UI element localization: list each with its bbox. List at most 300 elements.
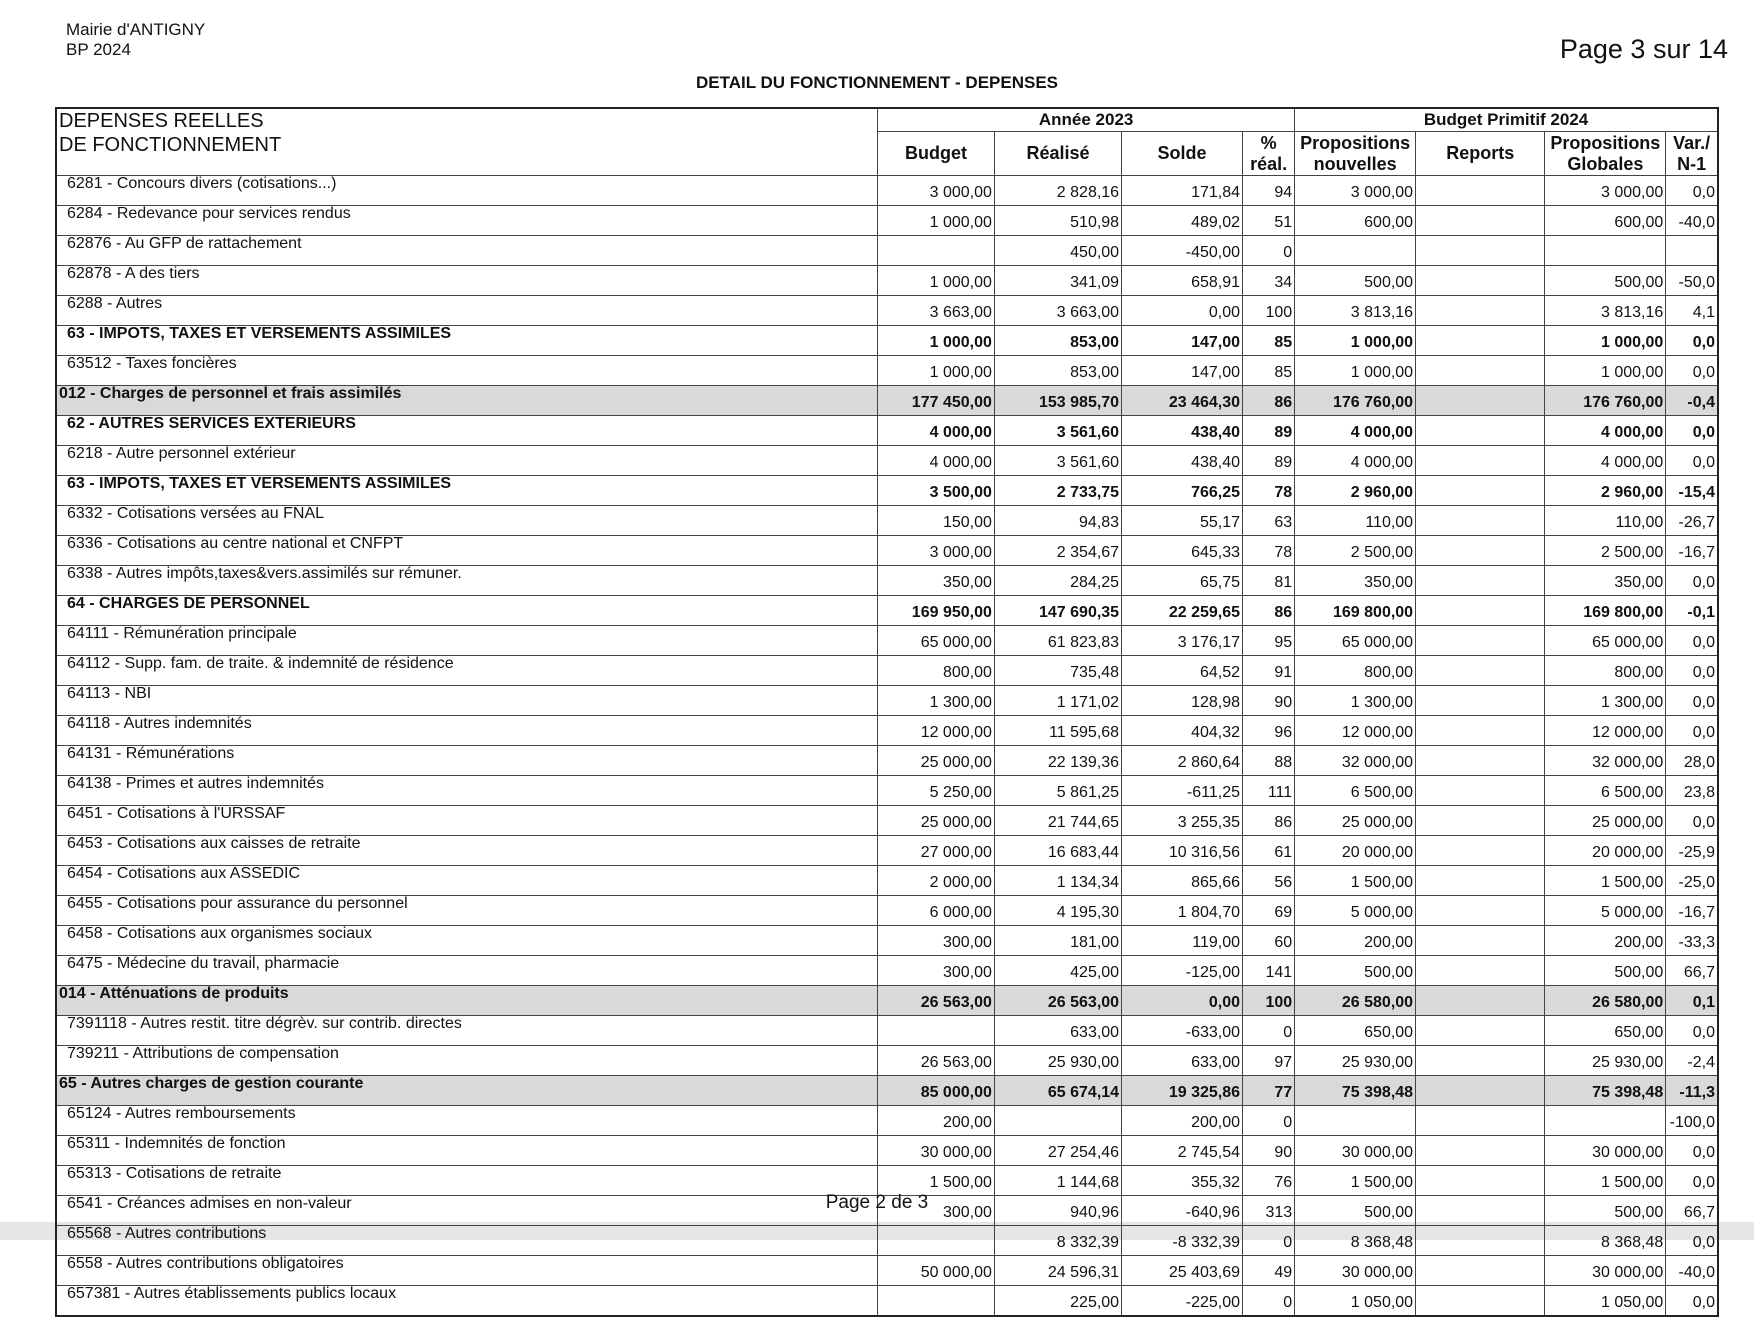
cell-reports	[1416, 446, 1545, 476]
cell-reports	[1416, 536, 1545, 566]
row-label: 6288 - Autres	[56, 296, 878, 326]
row-label: 63 - IMPOTS, TAXES ET VERSEMENTS ASSIMILES	[56, 476, 878, 506]
cell-variation: -15,4	[1666, 476, 1718, 506]
cell-reports	[1416, 1166, 1545, 1196]
cell-pct-realise: 76	[1243, 1166, 1295, 1196]
table-row	[56, 266, 1718, 296]
cell-variation: 23,8	[1666, 776, 1718, 806]
cell-budget: 1 300,00	[878, 686, 995, 716]
cell-reports	[1416, 566, 1545, 596]
cell-propositions-nouvelles: 4 000,00	[1295, 416, 1416, 446]
cell-pct-realise: 63	[1243, 506, 1295, 536]
cell-budget	[878, 1016, 995, 1046]
cell-propositions-globales: 3 813,16	[1545, 296, 1666, 326]
cell-solde: 171,84	[1122, 176, 1243, 206]
cell-solde: 2 745,54	[1122, 1136, 1243, 1166]
table-row	[56, 956, 1718, 986]
column-header-propositions-nouvelles	[1295, 132, 1416, 176]
cell-propositions-nouvelles: 30 000,00	[1295, 1256, 1416, 1286]
table-row	[56, 236, 1718, 266]
budget-table	[55, 107, 1719, 1317]
cell-reports	[1416, 1226, 1545, 1256]
cell-variation: -40,0	[1666, 206, 1718, 236]
table-row	[56, 296, 1718, 326]
cell-reports	[1416, 1136, 1545, 1166]
row-label: 64118 - Autres indemnités	[56, 716, 878, 746]
row-label: 62878 - A des tiers	[56, 266, 878, 296]
cell-realise: 1 134,34	[994, 866, 1121, 896]
cell-propositions-globales: 6 500,00	[1545, 776, 1666, 806]
row-label: 64113 - NBI	[56, 686, 878, 716]
page-number: Page 3 sur 14	[1559, 34, 1728, 64]
row-label: 6455 - Cotisations pour assurance du personnel	[56, 896, 878, 926]
cell-realise: 3 561,60	[994, 416, 1121, 446]
cell-propositions-nouvelles: 3 813,16	[1295, 296, 1416, 326]
table-row	[56, 566, 1718, 596]
cell-pct-realise: 77	[1243, 1076, 1295, 1106]
cell-propositions-globales: 25 930,00	[1545, 1046, 1666, 1076]
cell-reports	[1416, 686, 1545, 716]
cell-propositions-globales: 500,00	[1545, 1196, 1666, 1226]
cell-propositions-nouvelles: 2 500,00	[1295, 536, 1416, 566]
row-label: 6338 - Autres impôts,taxes&vers.assimilés sur rémuner.	[56, 566, 878, 596]
cell-propositions-globales: 4 000,00	[1545, 446, 1666, 476]
cell-propositions-globales: 350,00	[1545, 566, 1666, 596]
cell-budget: 1 000,00	[878, 326, 995, 356]
cell-variation: 0,1	[1666, 986, 1718, 1016]
cell-variation: -16,7	[1666, 536, 1718, 566]
cell-reports	[1416, 1256, 1545, 1286]
cell-realise: 65 674,14	[994, 1076, 1121, 1106]
row-label: 6453 - Cotisations aux caisses de retraite	[56, 836, 878, 866]
cell-realise: 22 139,36	[994, 746, 1121, 776]
cell-reports	[1416, 356, 1545, 386]
subtotal-row	[56, 326, 1718, 356]
row-label: 65311 - Indemnités de fonction	[56, 1136, 878, 1166]
cell-realise: 4 195,30	[994, 896, 1121, 926]
subtotal-row	[56, 596, 1718, 626]
cell-solde: 2 860,64	[1122, 746, 1243, 776]
cell-solde: 0,00	[1122, 986, 1243, 1016]
chapter-row	[56, 1076, 1718, 1106]
cell-variation: 66,7	[1666, 1196, 1718, 1226]
cell-propositions-nouvelles: 12 000,00	[1295, 716, 1416, 746]
prop-header-line-2: nouvelles	[1313, 153, 1397, 174]
cell-realise: 16 683,44	[994, 836, 1121, 866]
cell-realise: 735,48	[994, 656, 1121, 686]
cell-reports	[1416, 1016, 1545, 1046]
cell-propositions-nouvelles: 3 000,00	[1295, 176, 1416, 206]
cell-propositions-nouvelles: 65 000,00	[1295, 626, 1416, 656]
cell-reports	[1416, 476, 1545, 506]
cell-pct-realise: 81	[1243, 566, 1295, 596]
pct-header-line-1: %	[1260, 132, 1277, 153]
cell-propositions-nouvelles: 600,00	[1295, 206, 1416, 236]
cell-pct-realise: 85	[1243, 356, 1295, 386]
cell-propositions-nouvelles: 169 800,00	[1295, 596, 1416, 626]
cell-pct-realise: 95	[1243, 626, 1295, 656]
cell-pct-realise: 0	[1243, 1106, 1295, 1136]
cell-pct-realise: 34	[1243, 266, 1295, 296]
table-row	[56, 926, 1718, 956]
row-label: 65124 - Autres remboursements	[56, 1106, 878, 1136]
chapter-row	[56, 386, 1718, 416]
cell-budget: 800,00	[878, 656, 995, 686]
row-label: 6284 - Redevance pour services rendus	[56, 206, 878, 236]
cell-solde: -125,00	[1122, 956, 1243, 986]
cell-reports	[1416, 956, 1545, 986]
cell-pct-realise: 0	[1243, 1016, 1295, 1046]
cell-reports	[1416, 506, 1545, 536]
cell-propositions-globales: 200,00	[1545, 926, 1666, 956]
cell-propositions-nouvelles: 800,00	[1295, 656, 1416, 686]
cell-variation: -50,0	[1666, 266, 1718, 296]
cell-propositions-globales: 2 960,00	[1545, 476, 1666, 506]
cell-pct-realise: 51	[1243, 206, 1295, 236]
cell-propositions-nouvelles: 25 000,00	[1295, 806, 1416, 836]
cell-propositions-globales: 500,00	[1545, 956, 1666, 986]
cell-realise: 11 595,68	[994, 716, 1121, 746]
document-code: BP 2024	[66, 40, 131, 59]
row-label: 6541 - Créances admises en non-valeur	[56, 1196, 878, 1226]
cell-variation: 0,0	[1666, 176, 1718, 206]
table-row	[56, 1256, 1718, 1286]
cell-propositions-globales: 650,00	[1545, 1016, 1666, 1046]
cell-budget: 1 000,00	[878, 356, 995, 386]
cell-propositions-globales: 800,00	[1545, 656, 1666, 686]
cell-pct-realise: 0	[1243, 236, 1295, 266]
cell-realise: 21 744,65	[994, 806, 1121, 836]
cell-realise: 153 985,70	[994, 386, 1121, 416]
cell-propositions-nouvelles	[1295, 1106, 1416, 1136]
table-body	[56, 176, 1718, 1317]
cell-pct-realise: 90	[1243, 686, 1295, 716]
cell-propositions-nouvelles: 75 398,48	[1295, 1076, 1416, 1106]
cell-pct-realise: 86	[1243, 386, 1295, 416]
subtotal-row	[56, 476, 1718, 506]
cell-reports	[1416, 386, 1545, 416]
cell-propositions-globales: 3 000,00	[1545, 176, 1666, 206]
table-row	[56, 836, 1718, 866]
row-label: 739211 - Attributions de compensation	[56, 1046, 878, 1076]
cell-budget	[878, 236, 995, 266]
cell-variation: 0,0	[1666, 806, 1718, 836]
cell-realise: 2 733,75	[994, 476, 1121, 506]
cell-propositions-nouvelles: 650,00	[1295, 1016, 1416, 1046]
cell-solde: 10 316,56	[1122, 836, 1243, 866]
cell-variation: -25,9	[1666, 836, 1718, 866]
cell-variation: -16,7	[1666, 896, 1718, 926]
row-label: 6218 - Autre personnel extérieur	[56, 446, 878, 476]
table-title-line-1: DEPENSES REELLES	[59, 110, 264, 132]
row-label: 6475 - Médecine du travail, pharmacie	[56, 956, 878, 986]
cell-reports	[1416, 656, 1545, 686]
cell-propositions-globales	[1545, 1106, 1666, 1136]
cell-variation: 0,0	[1666, 416, 1718, 446]
column-header-reports: Reports	[1416, 132, 1545, 176]
column-header-solde: Solde	[1122, 132, 1243, 176]
subtotal-row	[56, 416, 1718, 446]
cell-pct-realise: 90	[1243, 1136, 1295, 1166]
row-label: 62876 - Au GFP de rattachement	[56, 236, 878, 266]
row-label: 012 - Charges de personnel et frais assimilés	[56, 386, 878, 416]
cell-reports	[1416, 626, 1545, 656]
cell-reports	[1416, 176, 1545, 206]
cell-budget: 1 000,00	[878, 266, 995, 296]
column-header-budget: Budget	[878, 132, 995, 176]
cell-reports	[1416, 866, 1545, 896]
cell-budget: 65 000,00	[878, 626, 995, 656]
cell-solde: 128,98	[1122, 686, 1243, 716]
cell-realise: 94,83	[994, 506, 1121, 536]
cell-reports	[1416, 1286, 1545, 1317]
row-label: 63 - IMPOTS, TAXES ET VERSEMENTS ASSIMILES	[56, 326, 878, 356]
cell-realise: 2 828,16	[994, 176, 1121, 206]
row-label: 64 - CHARGES DE PERSONNEL	[56, 596, 878, 626]
cell-budget: 1 500,00	[878, 1166, 995, 1196]
cell-solde: -611,25	[1122, 776, 1243, 806]
cell-pct-realise: 69	[1243, 896, 1295, 926]
cell-propositions-globales: 1 300,00	[1545, 686, 1666, 716]
cell-solde: 25 403,69	[1122, 1256, 1243, 1286]
cell-budget: 300,00	[878, 956, 995, 986]
cell-budget: 25 000,00	[878, 746, 995, 776]
cell-budget: 150,00	[878, 506, 995, 536]
cell-realise: 5 861,25	[994, 776, 1121, 806]
cell-propositions-globales: 26 580,00	[1545, 986, 1666, 1016]
cell-variation: 0,0	[1666, 356, 1718, 386]
cell-reports	[1416, 596, 1545, 626]
cell-variation: -0,4	[1666, 386, 1718, 416]
cell-pct-realise: 61	[1243, 836, 1295, 866]
table-header	[56, 108, 1718, 176]
cell-propositions-nouvelles: 500,00	[1295, 266, 1416, 296]
cell-reports	[1416, 1046, 1545, 1076]
cell-realise: 510,98	[994, 206, 1121, 236]
cell-reports	[1416, 206, 1545, 236]
cell-solde: 633,00	[1122, 1046, 1243, 1076]
cell-variation: 0,0	[1666, 1286, 1718, 1317]
cell-reports	[1416, 836, 1545, 866]
cell-budget: 2 000,00	[878, 866, 995, 896]
cell-propositions-nouvelles: 2 960,00	[1295, 476, 1416, 506]
table-row	[56, 356, 1718, 386]
cell-reports	[1416, 326, 1545, 356]
cell-variation: 4,1	[1666, 296, 1718, 326]
cell-solde: 55,17	[1122, 506, 1243, 536]
cell-reports	[1416, 296, 1545, 326]
table-row	[56, 1136, 1718, 1166]
cell-reports	[1416, 896, 1545, 926]
cell-budget: 26 563,00	[878, 986, 995, 1016]
cell-budget	[878, 1226, 995, 1256]
cell-propositions-nouvelles: 1 500,00	[1295, 866, 1416, 896]
cell-variation: 28,0	[1666, 746, 1718, 776]
cell-solde: -633,00	[1122, 1016, 1243, 1046]
prop-header-line-1: Propositions	[1300, 132, 1411, 153]
cell-propositions-globales: 110,00	[1545, 506, 1666, 536]
cell-variation: -33,3	[1666, 926, 1718, 956]
cell-propositions-nouvelles: 1 000,00	[1295, 356, 1416, 386]
var-header-line-1: Var./	[1673, 132, 1711, 153]
cell-pct-realise: 78	[1243, 536, 1295, 566]
table-row	[56, 806, 1718, 836]
column-header-propositions-globales	[1545, 132, 1666, 176]
cell-pct-realise: 89	[1243, 446, 1295, 476]
cell-budget: 3 000,00	[878, 176, 995, 206]
column-header-realise: Réalisé	[994, 132, 1121, 176]
cell-propositions-globales: 32 000,00	[1545, 746, 1666, 776]
cell-budget: 350,00	[878, 566, 995, 596]
cell-solde: -640,96	[1122, 1196, 1243, 1226]
cell-budget: 177 450,00	[878, 386, 995, 416]
cell-reports	[1416, 416, 1545, 446]
cell-solde: 658,91	[1122, 266, 1243, 296]
cell-reports	[1416, 1106, 1545, 1136]
cell-budget: 4 000,00	[878, 416, 995, 446]
cell-budget: 27 000,00	[878, 836, 995, 866]
cell-pct-realise: 85	[1243, 326, 1295, 356]
cell-variation: 0,0	[1666, 716, 1718, 746]
cell-solde: 438,40	[1122, 446, 1243, 476]
cell-pct-realise: 97	[1243, 1046, 1295, 1076]
table-row	[56, 446, 1718, 476]
cell-reports	[1416, 806, 1545, 836]
cell-reports	[1416, 1076, 1545, 1106]
cell-variation: -25,0	[1666, 866, 1718, 896]
pct-header-line-2: réal.	[1250, 153, 1288, 174]
cell-budget: 5 250,00	[878, 776, 995, 806]
cell-pct-realise: 86	[1243, 806, 1295, 836]
table-row	[56, 866, 1718, 896]
cell-budget: 26 563,00	[878, 1046, 995, 1076]
cell-realise: 450,00	[994, 236, 1121, 266]
cell-budget: 30 000,00	[878, 1136, 995, 1166]
cell-solde: 64,52	[1122, 656, 1243, 686]
cell-pct-realise: 0	[1243, 1286, 1295, 1317]
cell-propositions-globales: 30 000,00	[1545, 1256, 1666, 1286]
table-row	[56, 176, 1718, 206]
table-row	[56, 1106, 1718, 1136]
cell-realise: 1 144,68	[994, 1166, 1121, 1196]
cell-reports	[1416, 986, 1545, 1016]
cell-propositions-globales: 1 500,00	[1545, 1166, 1666, 1196]
cell-propositions-globales: 600,00	[1545, 206, 1666, 236]
cell-realise: 853,00	[994, 326, 1121, 356]
cell-realise: 147 690,35	[994, 596, 1121, 626]
cell-realise: 3 561,60	[994, 446, 1121, 476]
cell-realise: 940,96	[994, 1196, 1121, 1226]
cell-pct-realise: 78	[1243, 476, 1295, 506]
cell-variation: 66,7	[1666, 956, 1718, 986]
cell-pct-realise: 56	[1243, 866, 1295, 896]
cell-budget: 1 000,00	[878, 206, 995, 236]
cell-realise: 853,00	[994, 356, 1121, 386]
footer-page-number: Page 2 de 3	[825, 1192, 929, 1213]
cell-pct-realise: 89	[1243, 416, 1295, 446]
cell-propositions-globales: 4 000,00	[1545, 416, 1666, 446]
cell-budget: 6 000,00	[878, 896, 995, 926]
cell-realise: 341,09	[994, 266, 1121, 296]
cell-propositions-globales: 176 760,00	[1545, 386, 1666, 416]
cell-solde: 19 325,86	[1122, 1076, 1243, 1106]
cell-budget	[878, 1286, 995, 1317]
cell-solde: 200,00	[1122, 1106, 1243, 1136]
cell-variation: -26,7	[1666, 506, 1718, 536]
cell-variation	[1666, 236, 1718, 266]
table-row	[56, 1166, 1718, 1196]
table-row	[56, 506, 1718, 536]
cell-pct-realise: 91	[1243, 656, 1295, 686]
cell-budget: 300,00	[878, 926, 995, 956]
cell-solde: 3 255,35	[1122, 806, 1243, 836]
cell-propositions-nouvelles: 500,00	[1295, 956, 1416, 986]
cell-pct-realise: 49	[1243, 1256, 1295, 1286]
cell-propositions-globales: 65 000,00	[1545, 626, 1666, 656]
cell-propositions-nouvelles: 32 000,00	[1295, 746, 1416, 776]
cell-realise: 225,00	[994, 1286, 1121, 1317]
row-label: 62 - AUTRES SERVICES EXTERIEURS	[56, 416, 878, 446]
table-row	[56, 1286, 1718, 1317]
cell-realise: 633,00	[994, 1016, 1121, 1046]
table-title-cell	[56, 108, 878, 176]
cell-pct-realise: 96	[1243, 716, 1295, 746]
cell-realise: 25 930,00	[994, 1046, 1121, 1076]
cell-reports	[1416, 716, 1545, 746]
cell-variation: -100,0	[1666, 1106, 1718, 1136]
cell-budget: 12 000,00	[878, 716, 995, 746]
row-label: 65568 - Autres contributions	[56, 1226, 878, 1256]
cell-realise: 425,00	[994, 956, 1121, 986]
cell-variation: 0,0	[1666, 1226, 1718, 1256]
cell-variation: 0,0	[1666, 626, 1718, 656]
cell-propositions-nouvelles: 176 760,00	[1295, 386, 1416, 416]
cell-solde: 766,25	[1122, 476, 1243, 506]
cell-realise: 2 354,67	[994, 536, 1121, 566]
cell-pct-realise: 313	[1243, 1196, 1295, 1226]
cell-propositions-nouvelles: 1 500,00	[1295, 1166, 1416, 1196]
cell-budget: 3 500,00	[878, 476, 995, 506]
cell-budget: 25 000,00	[878, 806, 995, 836]
table-row	[56, 626, 1718, 656]
cell-solde: 489,02	[1122, 206, 1243, 236]
row-label: 64138 - Primes et autres indemnités	[56, 776, 878, 806]
cell-propositions-nouvelles: 200,00	[1295, 926, 1416, 956]
cell-realise: 181,00	[994, 926, 1121, 956]
propg-header-line-2: Globales	[1567, 153, 1644, 174]
cell-solde: 147,00	[1122, 326, 1243, 356]
cell-realise: 284,25	[994, 566, 1121, 596]
cell-budget: 85 000,00	[878, 1076, 995, 1106]
table-row	[56, 536, 1718, 566]
cell-variation: -40,0	[1666, 1256, 1718, 1286]
row-label: 6336 - Cotisations au centre national et CNFPT	[56, 536, 878, 566]
cell-realise: 8 332,39	[994, 1226, 1121, 1256]
cell-variation: 0,0	[1666, 1166, 1718, 1196]
cell-propositions-nouvelles: 5 000,00	[1295, 896, 1416, 926]
cell-realise: 61 823,83	[994, 626, 1121, 656]
row-label: 64111 - Rémunération principale	[56, 626, 878, 656]
table-row	[56, 716, 1718, 746]
cell-propositions-globales: 75 398,48	[1545, 1076, 1666, 1106]
cell-realise	[994, 1106, 1121, 1136]
cell-pct-realise: 60	[1243, 926, 1295, 956]
cell-variation: 0,0	[1666, 1016, 1718, 1046]
chapter-row	[56, 986, 1718, 1016]
cell-solde: 147,00	[1122, 356, 1243, 386]
cell-variation: 0,0	[1666, 656, 1718, 686]
row-label: 6332 - Cotisations versées au FNAL	[56, 506, 878, 536]
